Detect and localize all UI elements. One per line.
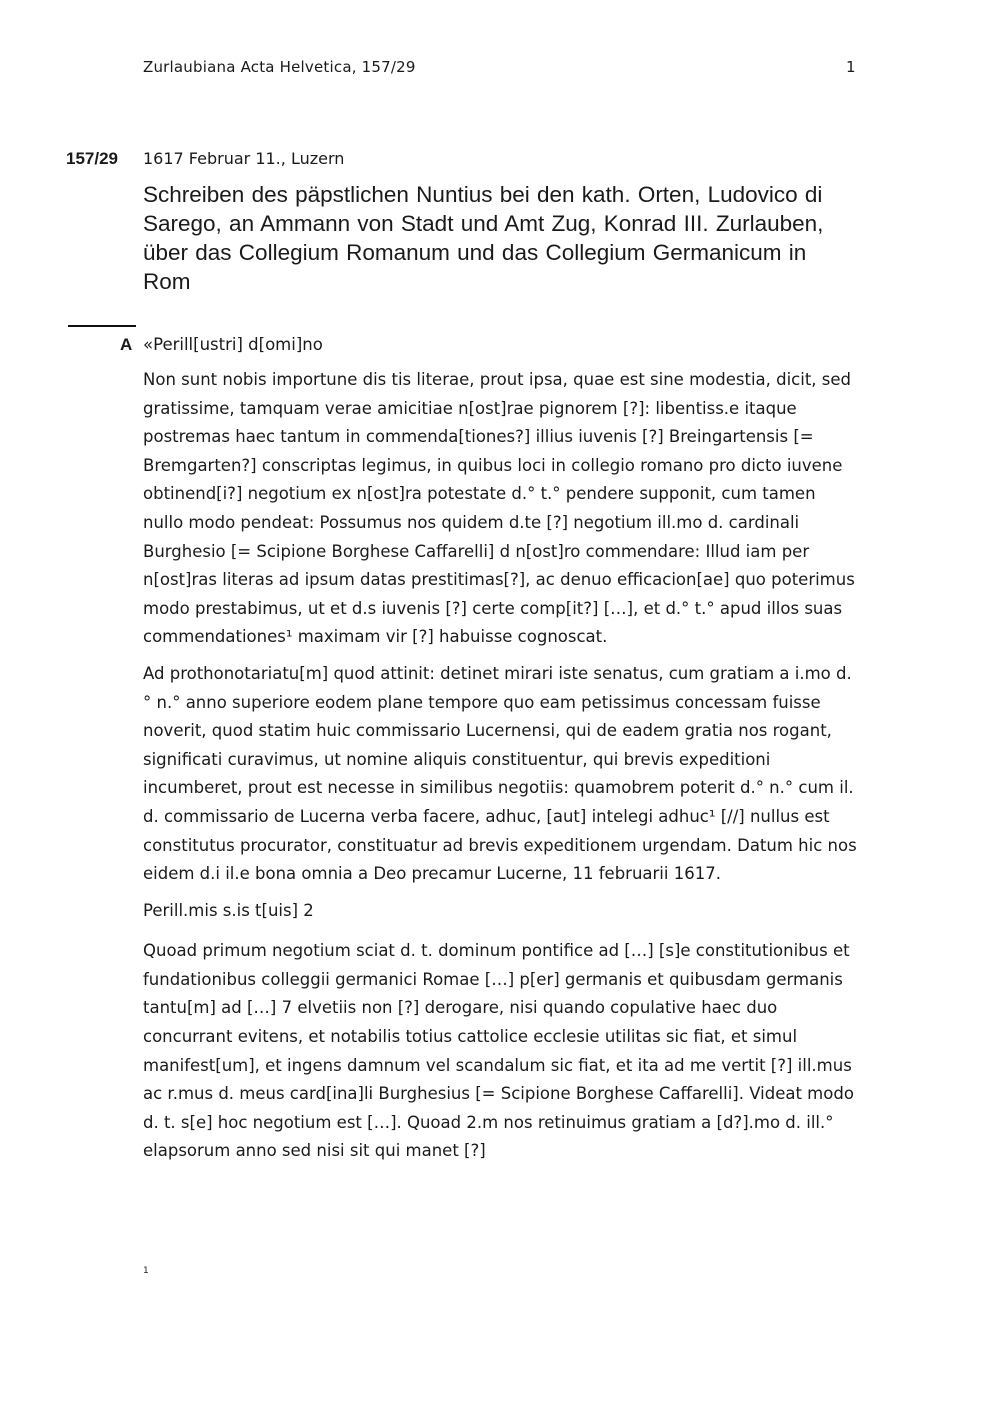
document-id: 157/29 <box>66 149 118 168</box>
paragraph-1: Non sunt nobis importune dis tis literae, prout ipsa, quae est sine modestia, dicit, sed gratissime, tamquam verae amicitiae n[ost]rae pignorem [?]: libentiss.e itaque postremas haec tantum in commenda[tiones?] illius iuvenis [?] Breingartensis [= Bremgarten?] conscriptas legimus, in quibus loci in collegio romano pro dicto iuvene obtinend[i?] negotium ex n[ost]ra potestate d.° t.° pendere supponit, cum tamen nullo modo pendeat: Possumus nos quidem d.te [?] negotium ill.mo d. cardinali Burghesio [= Scipione Borghese Caffarelli] d n[ost]ro commendare: Illud iam per n[ost]ras literas ad ipsum datas prestitimas[?], ac denuo efficacion[ae] quo poterimus modo prestabimus, ut et d.s iuvenis [?] certe comp[it?] […], et d.° t.° apud illos suas commendationes¹ maximam vir [?] habuisse cognoscat. <box>143 370 855 647</box>
closing-formula: Perill.mis s.is t[uis] 2 <box>143 900 314 920</box>
letter-salutation: «Perill[ustri] d[omi]no <box>143 335 323 354</box>
document-title: Schreiben des päpstlichen Nuntius bei den kath. Orten, Ludovico di Sarego, an Ammann von Stadt und Amt Zug, Konrad III. Zurlauben, über das Collegium Romanum und das Collegium Germanicum in Rom <box>143 182 824 294</box>
document-date-place: 1617 Februar 11., Luzern <box>143 149 345 168</box>
page-number: 1 <box>846 58 856 76</box>
collection-header: Zurlaubiana Acta Helvetica, 157/29 <box>143 58 416 76</box>
footnote-marker: 1 <box>143 1266 149 1276</box>
section-rule <box>68 325 136 327</box>
section-marker: A <box>120 335 133 354</box>
letter-body <box>143 366 859 1174</box>
paragraph-2: Ad prothonotariatu[m] quod attinit: detinet mirari iste senatus, cum gratiam a i.mo d.° n.° anno superiore eodem plane tempore quo eam petissimus concessam fuisse noverit, quod statim huic commissario Lucernensi, qui de eadem gratia nos rogant, significati curavimus, ut nomine aliquis constituentur, qui brevis expeditioni incumberet, prout est necesse in similibus negotiis: quamobrem poterit d.° n.° cum il. d. commissario de Lucerna verba facere, adhuc, [aut] intelegi adhuc¹ [//] nullus est constitutus procurator, constituatur ad brevis expeditionem urgendam. Datum hic nos eidem d.i il.e bona omnia a Deo precamur Lucerne, 11 februarii 1617. <box>143 663 857 884</box>
paragraph-3: Quoad primum negotium sciat d. t. dominum pontifice ad […] [s]e constitutionibus et fundationibus colleggii germanici Romae […] p[er] germanis et quibusdam germanis tantu[m] ad […] 7 elvetiis non [?] derogare, nisi quando copulative haec duo concurrant evitens, et notabilis totius cattolice ecclesie utilitas sic fiat, et simul manifest[um], et ingens damnum vel scandalum sic fiat, et ita ad me vertit [?] ill.mus ac r.mus d. meus card[ina]li Burghesius [= Scipione Borghese Caffarelli]. Videat modo d. t. s[e] hoc negotium est […]. Quoad 2.m nos retinuimus gratiam a [d?].mo d. ill.° elapsorum anno sed nisi sit qui manet [?] <box>143 941 854 1161</box>
